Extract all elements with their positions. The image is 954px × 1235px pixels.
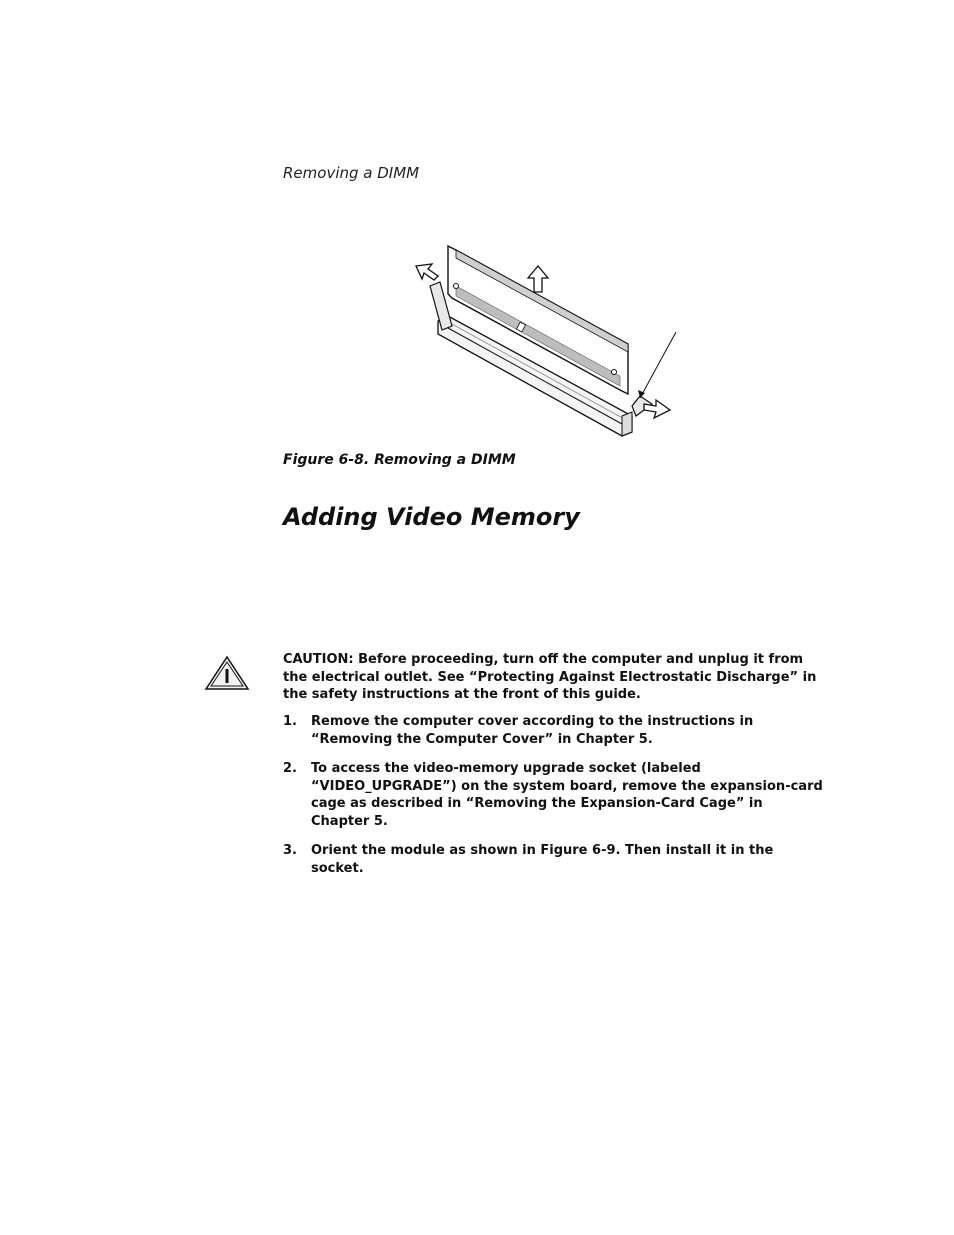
- figure-caption: Figure 6-8. Removing a DIMM: [283, 452, 516, 468]
- step-number: 1.: [283, 714, 297, 729]
- step-item: [283, 760, 823, 830]
- step-text: To access the video-memory upgrade socket (labeled “VIDEO_UPGRADE”) on the system board, remove the expansion-card cage as described in “Removing the Expansion-Card Cage” in Chapter 5.: [311, 761, 823, 829]
- caution-triangle-icon: [204, 655, 250, 691]
- caution-text: CAUTION: Before proceeding, turn off the computer and unplug it from the electrical outlet. See “Protecting Against Electrostatic Discharge” in the safety instructions at the front of this guide.: [283, 652, 817, 702]
- step-item: [283, 842, 823, 877]
- lift-arrow-icon: [528, 266, 548, 292]
- left-eject-arrow-icon: [416, 264, 438, 280]
- step-text: Remove the computer cover according to the instructions in “Removing the Computer Cover” in Chapter 5.: [311, 714, 754, 747]
- section-heading: Adding Video Memory: [283, 503, 580, 531]
- callout-line: [640, 332, 676, 398]
- step-item: [283, 713, 823, 748]
- running-head: Removing a DIMM: [283, 164, 420, 182]
- step-number: 2.: [283, 761, 297, 776]
- socket-end-post: [622, 412, 632, 436]
- dimm-hole-left: [454, 284, 459, 289]
- step-number: 3.: [283, 843, 297, 858]
- procedure-steps: [283, 713, 823, 889]
- step-text: Orient the module as shown in Figure 6-9. Then install it in the socket.: [311, 843, 774, 876]
- dimm-removal-illustration: [400, 236, 690, 446]
- dimm-hole-right: [612, 370, 617, 375]
- dimm-removal-diagram: [400, 236, 690, 446]
